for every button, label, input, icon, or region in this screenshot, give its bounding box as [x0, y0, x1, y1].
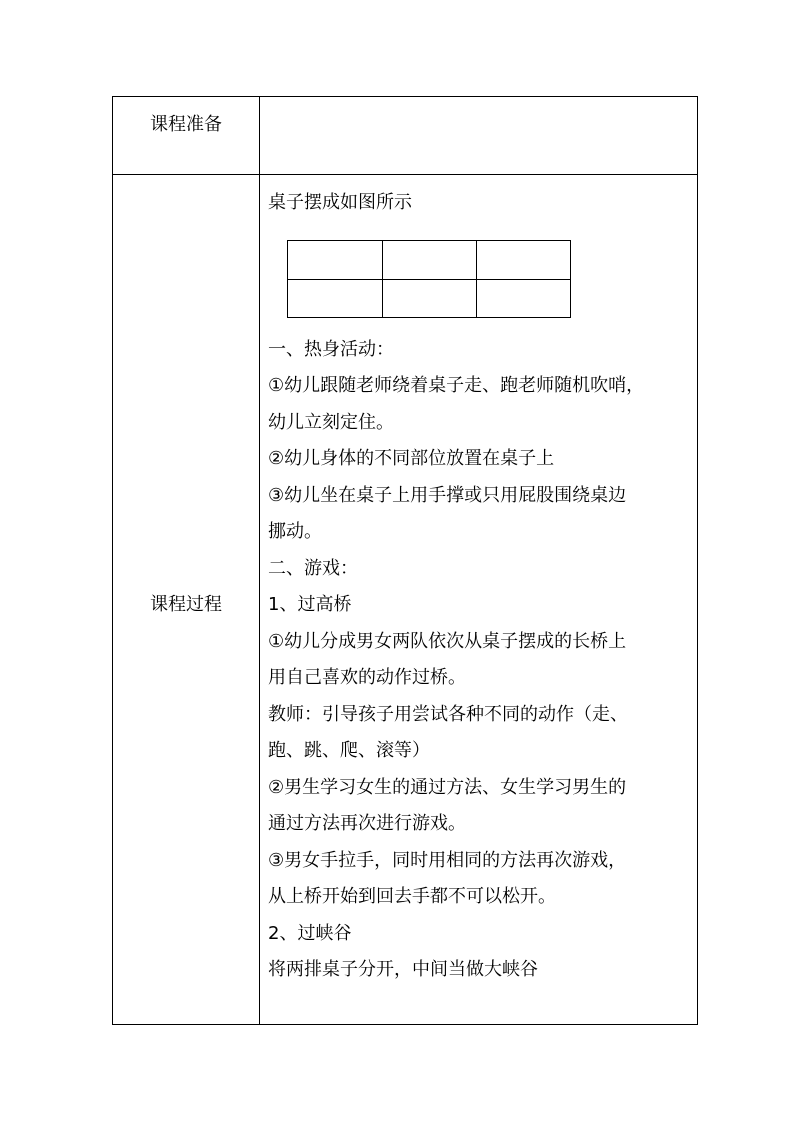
content-line: ②幼儿身体的不同部位放置在桌子上	[268, 448, 555, 469]
content-line: 从上桥开始到回去手都不可以松开。	[268, 886, 556, 907]
content-line: 教师：引导孩子用尝试各种不同的动作（走、	[268, 703, 628, 725]
row-label-process: 课程过程	[150, 594, 222, 615]
content-line: 1、过高桥	[268, 594, 352, 615]
content-line: 通过方法再次进行游戏。	[268, 813, 466, 834]
lesson-table	[112, 96, 698, 1025]
content-line: 跑、跳、爬、滚等）	[268, 740, 430, 761]
desk-arrangement-diagram	[287, 240, 571, 318]
content-line: 二、游戏：	[268, 557, 358, 579]
intro-text: 桌子摆成如图所示	[268, 192, 412, 213]
row-label-preparation: 课程准备	[150, 114, 222, 135]
content-line: ①幼儿跟随老师绕着桌子走、跑老师随机吹哨，	[268, 375, 645, 396]
content-line: ③幼儿坐在桌子上用手撑或只用屁股围绕桌边	[268, 484, 627, 506]
content-line: 将两排桌子分开，中间当做大峡谷	[268, 959, 538, 980]
content-line: 一、热身活动：	[268, 338, 394, 360]
content-line: 2、过峡谷	[268, 922, 352, 944]
content-line: ②男生学习女生的通过方法、女生学习男生的	[268, 776, 627, 798]
content-line: 挪动。	[268, 521, 322, 542]
content-line: 用自己喜欢的动作过桥。	[268, 667, 466, 688]
content-line: ③男女手拉手，同时用相同的方法再次游戏，	[268, 849, 627, 871]
content-line: 幼儿立刻定住。	[268, 411, 394, 433]
table-column-divider	[259, 97, 260, 1024]
content-line: ①幼儿分成男女两队依次从桌子摆成的长桥上	[268, 630, 627, 652]
diagram-divider	[288, 279, 570, 280]
table-row-divider	[113, 174, 697, 175]
